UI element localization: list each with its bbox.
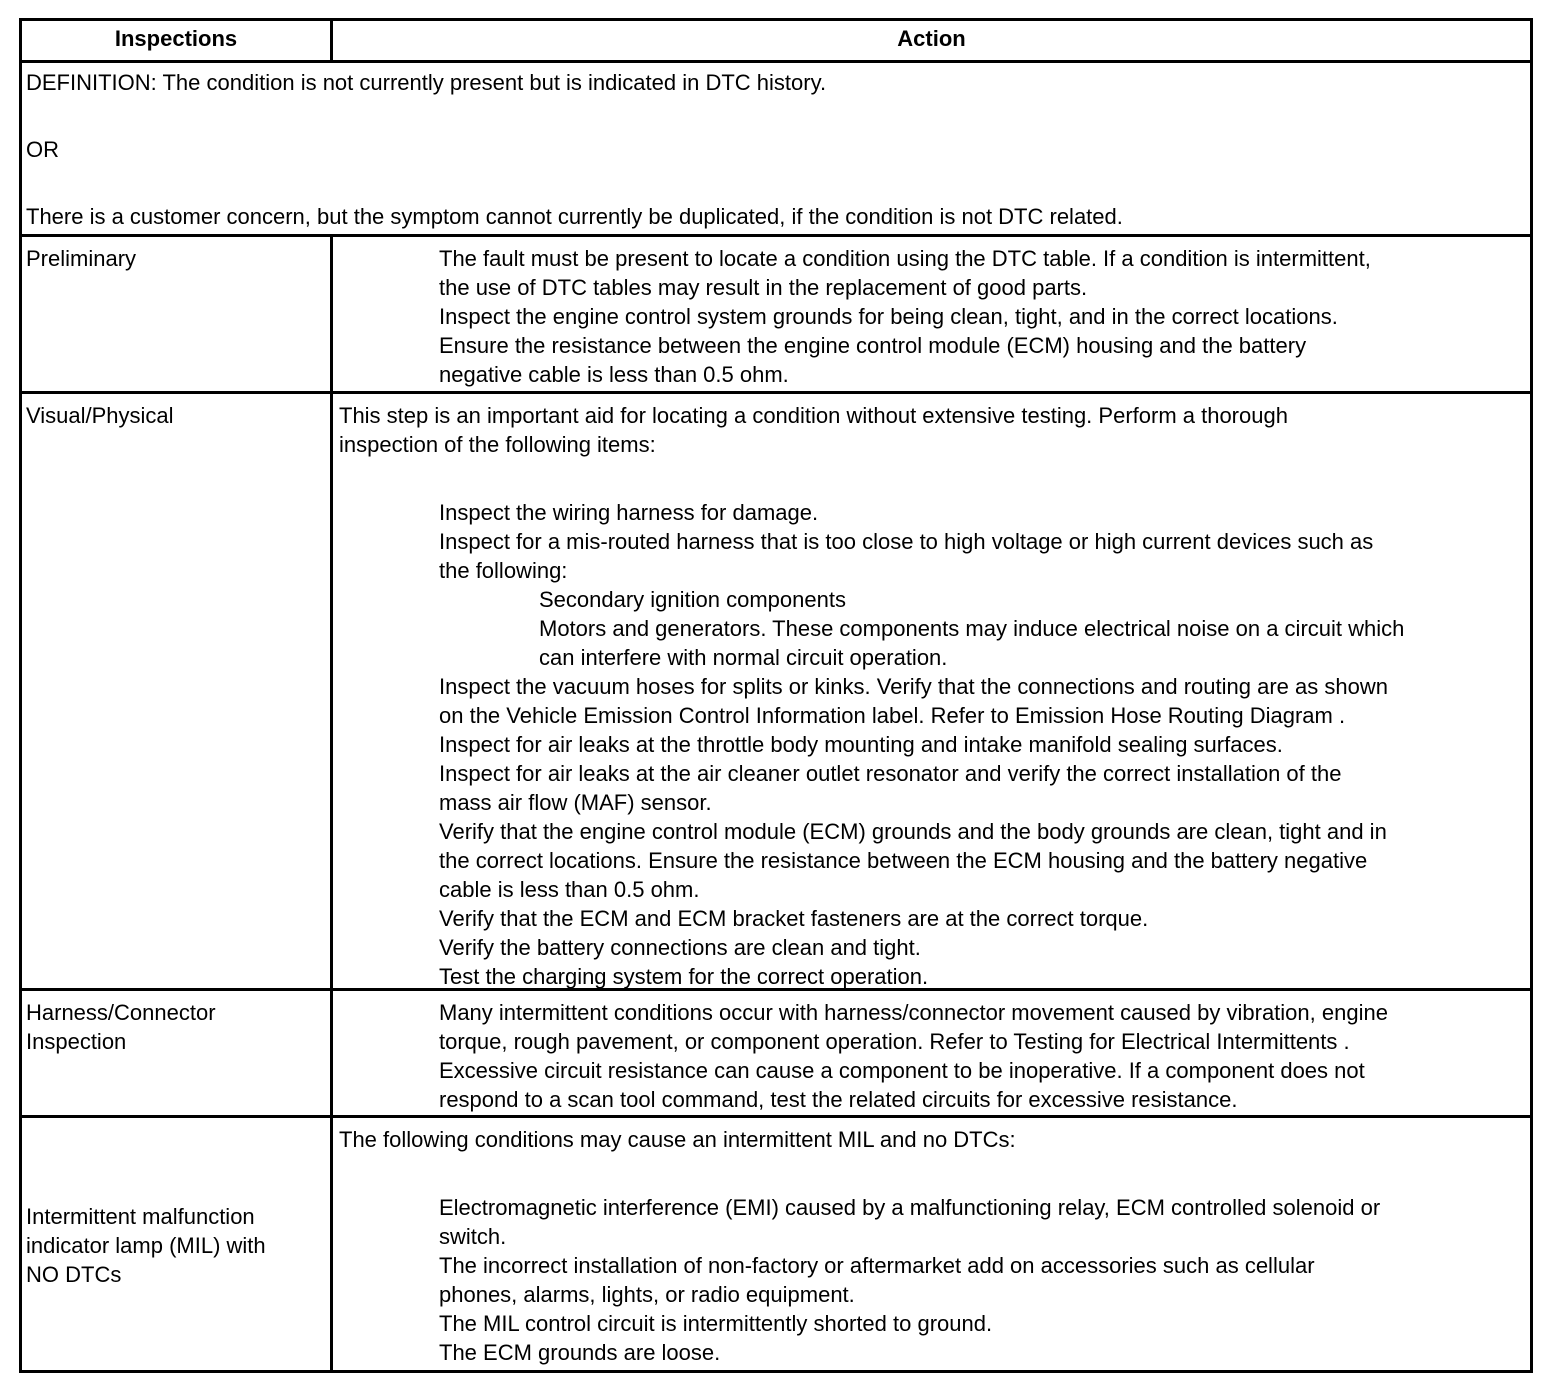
list-item-cont: mass air flow (MAF) sensor. — [439, 790, 712, 815]
list-item: Excessive circuit resistance can cause a component to be inoperative. If a component does not — [439, 1058, 1365, 1083]
list-item-cont: cable is less than 0.5 ohm. — [439, 877, 700, 902]
row-divider — [19, 234, 1533, 237]
list-item: Inspect the vacuum hoses for splits or kinks. Verify that the connections and routing are as shown — [439, 674, 1388, 699]
column-divider — [330, 234, 333, 1372]
sub-list-item: Secondary ignition components — [539, 587, 846, 612]
list-item-cont: on the Vehicle Emission Control Information label. Refer to Emission Hose Routing Diagram . — [439, 703, 1346, 728]
list-item: Inspect the wiring harness for damage. — [439, 500, 819, 525]
list-item: The incorrect installation of non-factory or aftermarket add on accessories such as cellular — [439, 1253, 1315, 1278]
header-inspections: Inspections — [114, 26, 238, 51]
list-item: Inspect for air leaks at the throttle body mounting and intake manifold sealing surfaces. — [439, 732, 1283, 757]
row-divider — [19, 391, 1533, 394]
action-intro: The following conditions may cause an intermittent MIL and no DTCs: — [339, 1127, 1016, 1152]
row-divider — [19, 1115, 1533, 1118]
action-intro: This step is an important aid for locating a condition without extensive testing. Perform a thorough inspection of the following items: — [339, 403, 1288, 457]
header-divider — [19, 60, 1533, 63]
list-item-cont: torque, rough pavement, or component operation. Refer to Testing for Electrical Intermittents . — [439, 1029, 1350, 1054]
list-item: Ensure the resistance between the engine control module (ECM) housing and the battery — [439, 333, 1307, 358]
list-item: The MIL control circuit is intermittently shorted to ground. — [439, 1311, 993, 1336]
list-item: Inspect for air leaks at the air cleaner outlet resonator and verify the correct installation of the — [439, 761, 1342, 786]
sub-list-item: Motors and generators. These components may induce electrical noise on a circuit which — [539, 616, 1405, 641]
inspection-cell: Harness/Connector Inspection — [26, 1000, 216, 1054]
list-item-cont: the use of DTC tables may result in the replacement of good parts. — [439, 275, 1088, 300]
header-action: Action — [897, 26, 966, 51]
list-item: Verify the battery connections are clean and tight. — [439, 935, 921, 960]
action-list — [439, 1193, 1380, 1367]
inspection-table — [19, 18, 1533, 1373]
list-item-cont: respond to a scan tool command, test the related circuits for excessive resistance. — [439, 1087, 1238, 1112]
list-item-cont: phones, alarms, lights, or radio equipment. — [439, 1282, 855, 1307]
inspection-cell: Preliminary — [26, 246, 137, 271]
definition-alt: There is a customer concern, but the symptom cannot currently be duplicated, if the condition is not DTC related. — [26, 204, 1123, 229]
action-list — [439, 498, 1404, 991]
definition-text: DEFINITION: The condition is not currently present but is indicated in DTC history. — [26, 70, 827, 95]
table-border-right — [1530, 18, 1533, 1373]
list-item-cont: negative cable is less than 0.5 ohm. — [439, 362, 789, 387]
list-item: The ECM grounds are loose. — [439, 1340, 721, 1365]
list-item: Verify that the engine control module (ECM) grounds and the body grounds are clean, tight and in — [439, 819, 1387, 844]
list-item: The fault must be present to locate a condition using the DTC table. If a condition is intermittent, — [439, 246, 1371, 271]
inspection-cell: Intermittent malfunction indicator lamp (MIL) with NO DTCs — [26, 1204, 266, 1287]
list-item: Inspect the engine control system grounds for being clean, tight, and in the correct locations. — [439, 304, 1338, 329]
list-item: Verify that the ECM and ECM bracket fasteners are at the correct torque. — [439, 906, 1149, 931]
list-item-cont: the following: — [439, 558, 568, 583]
inspection-cell: Visual/Physical — [26, 403, 174, 428]
list-item: Electromagnetic interference (EMI) caused by a malfunctioning relay, ECM controlled solenoid or — [439, 1195, 1381, 1220]
definition-or: OR — [26, 137, 59, 162]
list-item-cont: switch. — [439, 1224, 507, 1249]
action-list — [439, 244, 1371, 389]
action-list — [439, 998, 1388, 1114]
list-item: Inspect for a mis-routed harness that is too close to high voltage or high current devices such as — [439, 529, 1374, 554]
table-border-bottom — [19, 1370, 1533, 1373]
list-item: Test the charging system for the correct operation. — [439, 964, 929, 989]
list-item-cont: the correct locations. Ensure the resistance between the ECM housing and the battery negative — [439, 848, 1368, 873]
list-item: Many intermittent conditions occur with harness/connector movement caused by vibration, engine — [439, 1000, 1388, 1025]
sub-list-item-cont: can interfere with normal circuit operation. — [539, 645, 948, 670]
table-border-left — [19, 18, 22, 1373]
